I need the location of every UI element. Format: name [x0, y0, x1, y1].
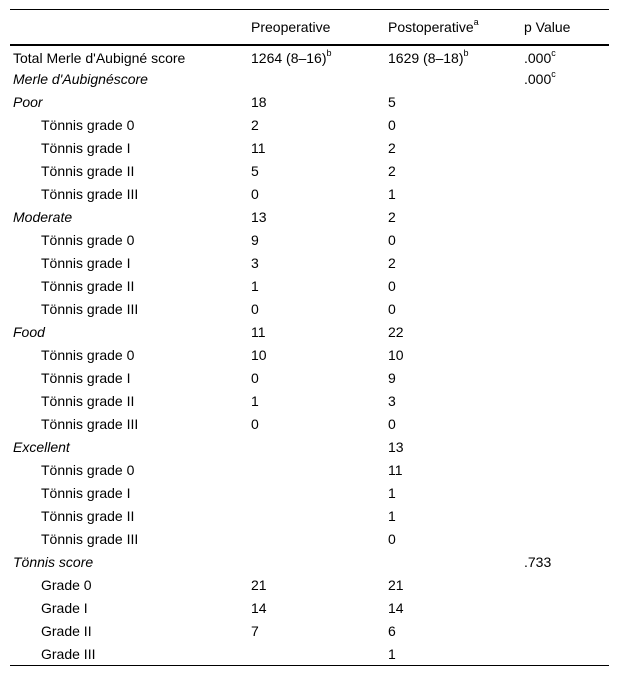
table-body: [10, 45, 609, 666]
preoperative-value-text: 13: [251, 209, 267, 225]
row-label: [10, 114, 251, 137]
postoperative-value-text: 0: [388, 232, 396, 248]
preoperative-value: [251, 183, 388, 206]
postoperative-value: [388, 643, 524, 666]
postoperative-value: [388, 436, 524, 459]
p-value: [524, 643, 609, 666]
preoperative-value-text: 10: [251, 347, 267, 363]
table-row: [10, 45, 609, 68]
postoperative-value-text: 14: [388, 600, 404, 616]
table-row: [10, 344, 609, 367]
preoperative-value: [251, 482, 388, 505]
p-value-footnote: c: [551, 69, 556, 80]
preoperative-value: [251, 68, 388, 91]
p-value: [524, 229, 609, 252]
table-row: [10, 160, 609, 183]
p-value: [524, 321, 609, 344]
p-value: [524, 160, 609, 183]
table-row: [10, 68, 609, 91]
row-label-text: Grade I: [41, 600, 88, 616]
row-label-text: Grade III: [41, 645, 96, 662]
postoperative-value: [388, 367, 524, 390]
p-value: [524, 298, 609, 321]
p-value: [524, 344, 609, 367]
postoperative-value-text: 2: [388, 209, 396, 225]
p-value-text: .000: [524, 71, 552, 87]
postoperative-value: [388, 528, 524, 551]
postoperative-value-text: 9: [388, 370, 396, 386]
postoperative-value-text: 11: [388, 462, 403, 478]
table-header: [10, 10, 609, 45]
postoperative-value-text: 1: [388, 508, 396, 524]
table-row: [10, 551, 609, 574]
row-label: [10, 206, 251, 229]
row-label-text: Tönnis grade 0: [41, 347, 135, 363]
row-label-text: Grade 0: [41, 577, 92, 593]
header-preoperative: Preoperative: [251, 18, 331, 35]
p-value: [524, 620, 609, 643]
row-label: [10, 160, 251, 183]
postoperative-value: [388, 91, 524, 114]
postoperative-value-text: 10: [388, 347, 404, 363]
postoperative-value: [388, 206, 524, 229]
preoperative-value: [251, 137, 388, 160]
table-row: [10, 229, 609, 252]
row-label-text: Poor: [13, 94, 43, 110]
header-postoperative-footnote: a: [473, 17, 479, 28]
postoperative-value: [388, 620, 524, 643]
p-value: [524, 459, 609, 482]
postoperative-value: [388, 321, 524, 344]
postoperative-value-text: 5: [388, 94, 396, 110]
table-row: [10, 321, 609, 344]
p-value: [524, 45, 609, 68]
row-label-text: Tönnis score: [13, 554, 94, 570]
postoperative-value: [388, 482, 524, 505]
p-value: [524, 505, 609, 528]
row-label: [10, 252, 251, 275]
row-label: [10, 390, 251, 413]
row-label-text: Tönnis grade I: [41, 140, 131, 156]
row-label-text: Tönnis grade III: [41, 186, 139, 202]
preoperative-value: [251, 459, 388, 482]
p-value: [524, 482, 609, 505]
preoperative-value: [251, 321, 388, 344]
preoperative-value-text: 11: [251, 324, 266, 340]
preoperative-value: [251, 367, 388, 390]
preoperative-value: [251, 160, 388, 183]
preoperative-value: [251, 91, 388, 114]
postoperative-value-text: 1629 (8–18): [388, 50, 464, 66]
table-row: [10, 114, 609, 137]
row-label: [10, 551, 251, 574]
row-label-text: Tönnis grade I: [41, 485, 131, 501]
preoperative-value-text: 0: [251, 186, 259, 202]
row-label: [10, 344, 251, 367]
row-label: [10, 528, 251, 551]
row-label-text: Merle d'Aubignéscore: [13, 71, 148, 87]
p-value: [524, 367, 609, 390]
row-label: [10, 413, 251, 436]
postoperative-value: [388, 597, 524, 620]
preoperative-value: [251, 390, 388, 413]
preoperative-value: [251, 528, 388, 551]
postoperative-value: [388, 390, 524, 413]
row-label: [10, 482, 251, 505]
p-value-footnote: c: [551, 48, 556, 59]
table-row: [10, 436, 609, 459]
row-label: [10, 275, 251, 298]
row-label-text: Tönnis grade 0: [41, 232, 135, 248]
p-value: [524, 574, 609, 597]
row-label: [10, 68, 251, 91]
preoperative-value: [251, 597, 388, 620]
row-label: [10, 45, 251, 68]
row-label-text: Tönnis grade 0: [41, 117, 135, 133]
preoperative-value: [251, 551, 388, 574]
p-value: [524, 275, 609, 298]
row-label: [10, 183, 251, 206]
postoperative-value: [388, 183, 524, 206]
postoperative-value: [388, 45, 524, 68]
preoperative-value-text: 0: [251, 416, 259, 432]
preoperative-value-text: 1264 (8–16): [251, 50, 327, 66]
preoperative-value-text: 0: [251, 370, 259, 386]
p-value: [524, 252, 609, 275]
postoperative-value-text: 21: [388, 577, 404, 593]
postoperative-value: [388, 114, 524, 137]
postoperative-value-text: 1: [388, 186, 396, 202]
preoperative-value-text: 0: [251, 301, 259, 317]
table-row: [10, 574, 609, 597]
preoperative-value: [251, 505, 388, 528]
p-value-text: .733: [524, 554, 552, 570]
table-row: [10, 183, 609, 206]
header-p-value: p Value: [524, 18, 571, 35]
table-row: [10, 206, 609, 229]
table-row: [10, 597, 609, 620]
row-label: [10, 505, 251, 528]
preoperative-value: [251, 574, 388, 597]
postoperative-value-text: 13: [388, 439, 404, 455]
preoperative-value: [251, 344, 388, 367]
preoperative-value: [251, 298, 388, 321]
p-value: [524, 114, 609, 137]
row-label-text: Grade II: [41, 623, 92, 639]
postoperative-value-text: 22: [388, 324, 404, 340]
postoperative-value-text: 0: [388, 117, 396, 133]
table-row: [10, 505, 609, 528]
postoperative-value-text: 1: [388, 485, 396, 501]
postoperative-value: [388, 459, 524, 482]
p-value: [524, 91, 609, 114]
p-value: [524, 183, 609, 206]
row-label-text: Tönnis grade II: [41, 508, 135, 524]
p-value: [524, 436, 609, 459]
row-label: [10, 137, 251, 160]
preoperative-value: [251, 413, 388, 436]
p-value: [524, 597, 609, 620]
results-table: [10, 9, 609, 666]
postoperative-value: [388, 160, 524, 183]
p-value: [524, 551, 609, 574]
postoperative-value: [388, 137, 524, 160]
preoperative-value: [251, 229, 388, 252]
table-row: [10, 91, 609, 114]
preoperative-value-footnote: b: [326, 48, 332, 59]
table-row: [10, 252, 609, 275]
preoperative-value: [251, 275, 388, 298]
row-label: [10, 298, 251, 321]
p-value-text: .000: [524, 50, 552, 66]
table-row: [10, 643, 609, 666]
row-label-text: Food: [13, 324, 45, 340]
postoperative-value-text: 0: [388, 278, 396, 294]
preoperative-value: [251, 45, 388, 68]
postoperative-value-text: 2: [388, 163, 396, 179]
row-label: [10, 597, 251, 620]
postoperative-value-text: 2: [388, 255, 396, 271]
table-row: [10, 459, 609, 482]
row-label: [10, 91, 251, 114]
postoperative-value: [388, 413, 524, 436]
postoperative-value: [388, 505, 524, 528]
table-row: [10, 137, 609, 160]
preoperative-value: [251, 643, 388, 666]
preoperative-value-text: 9: [251, 232, 259, 248]
row-label: [10, 436, 251, 459]
row-label: [10, 229, 251, 252]
postoperative-value: [388, 229, 524, 252]
postoperative-value-text: 0: [388, 301, 396, 317]
preoperative-value: [251, 114, 388, 137]
postoperative-value: [388, 68, 524, 91]
postoperative-value-footnote: b: [463, 48, 469, 59]
header-row: [10, 10, 609, 45]
postoperative-value: [388, 344, 524, 367]
table-row: [10, 367, 609, 390]
table-row: [10, 528, 609, 551]
preoperative-value: [251, 620, 388, 643]
row-label-text: Tönnis grade II: [41, 393, 135, 409]
row-label: [10, 643, 251, 666]
table-row: [10, 620, 609, 643]
preoperative-value-text: 18: [251, 94, 267, 110]
preoperative-value-text: 5: [251, 163, 259, 179]
row-label-text: Tönnis grade III: [41, 416, 139, 432]
preoperative-value-text: 1: [251, 278, 259, 294]
preoperative-value-text: 11: [251, 140, 266, 156]
p-value: [524, 528, 609, 551]
row-label: [10, 620, 251, 643]
preoperative-value: [251, 436, 388, 459]
p-value: [524, 68, 609, 91]
table-row: [10, 482, 609, 505]
row-label-text: Tönnis grade 0: [41, 462, 135, 478]
postoperative-value-text: 0: [388, 416, 396, 432]
preoperative-value-text: 14: [251, 600, 267, 616]
row-label: [10, 459, 251, 482]
preoperative-value-text: 1: [251, 393, 259, 409]
header-label-col: [10, 10, 251, 45]
p-value: [524, 137, 609, 160]
postoperative-value-text: 6: [388, 623, 396, 639]
postoperative-value-text: 1: [388, 645, 396, 662]
row-label-text: Tönnis grade III: [41, 301, 139, 317]
preoperative-value-text: 7: [251, 623, 259, 639]
row-label-text: Total Merle d'Aubigné score: [13, 50, 186, 66]
postoperative-value: [388, 551, 524, 574]
postoperative-value-text: 0: [388, 531, 396, 547]
preoperative-value-text: 21: [251, 577, 267, 593]
p-value: [524, 413, 609, 436]
postoperative-value-text: 2: [388, 140, 396, 156]
postoperative-value: [388, 298, 524, 321]
postoperative-value: [388, 574, 524, 597]
row-label-text: Tönnis grade II: [41, 278, 135, 294]
p-value: [524, 390, 609, 413]
row-label-text: Moderate: [13, 209, 73, 225]
table-row: [10, 413, 609, 436]
row-label: [10, 367, 251, 390]
postoperative-value: [388, 275, 524, 298]
row-label-text: Tönnis grade III: [41, 531, 139, 547]
table-row: [10, 390, 609, 413]
row-label-text: Tönnis grade I: [41, 255, 131, 271]
postoperative-value: [388, 252, 524, 275]
table-row: [10, 298, 609, 321]
postoperative-value-text: 3: [388, 393, 396, 409]
preoperative-value: [251, 252, 388, 275]
preoperative-value-text: 2: [251, 117, 259, 133]
row-label-text: Tönnis grade II: [41, 163, 135, 179]
p-value: [524, 206, 609, 229]
preoperative-value-text: 3: [251, 255, 259, 271]
row-label-text: Excellent: [13, 439, 70, 455]
row-label: [10, 574, 251, 597]
row-label-text: Tönnis grade I: [41, 370, 131, 386]
preoperative-value: [251, 206, 388, 229]
header-postoperative: [388, 10, 524, 45]
row-label: [10, 321, 251, 344]
header-postoperative-text: Postoperative: [388, 18, 474, 35]
table-row: [10, 275, 609, 298]
